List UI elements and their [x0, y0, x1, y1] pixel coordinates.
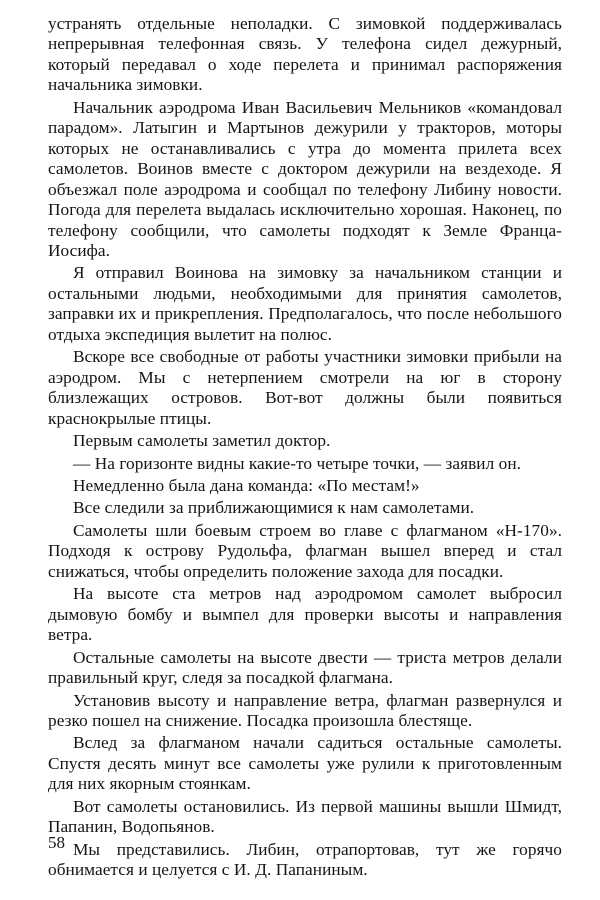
paragraph-7: Немедленно была дана команда: «По местам!»: [73, 475, 420, 495]
book-page-text: [48, 14, 562, 883]
paragraph-11: Остальные самолеты на высоте двести — триста метров делали правильный круг, следя за посадкой флагмана.: [48, 647, 562, 688]
paragraph-13: Вслед за флагманом начали садиться остальные самолеты. Спустя десять минут все самолеты уже рулили к приготовленным для них якорным стоянкам.: [48, 733, 562, 794]
paragraph-2: Начальник аэродрома Иван Васильевич Мельников «командовал парадом». Латыгин и Мартынов дежурили у тракторов, моторы которых не останавливались с утра до момента прилета всех самолетов. Воинов вместе с доктором дежурили на вездеходе. Я объезжал поле аэродрома и сообщал по телефону Либину новости. Погода для перелета выдалась исключительно хорошая. Наконец, по телефону сообщили, что самолеты подходят к Земле Франца-Иосифа.: [48, 97, 562, 260]
paragraph-1: устранять отдельные неполадки. С зимовкой поддерживалась непрерывная телефонная связь. У телефона сидел дежурный, который передавал о ходе перелета и принимал распоряжения начальника зимовки.: [48, 14, 562, 95]
paragraph-6: — На горизонте видны какие-то четыре точки, — заявил он.: [73, 453, 522, 473]
paragraph-8: Все следили за приближающимися к нам самолетами.: [73, 498, 475, 518]
paragraph-9: Самолеты шли боевым строем во главе с флагманом «Н-170». Подходя к острову Рудольфа, флагман вышел вперед и стал снижаться, чтобы определить положение захода для посадки.: [48, 520, 562, 581]
paragraph-12: Установив высоту и направление ветра, флагман развернулся и резко пошел на снижение. Посадка произошла блестяще.: [48, 690, 562, 730]
paragraph-14: Вот самолеты остановились. Из первой машины вышли Шмидт, Папанин, Водопьянов.: [48, 796, 562, 837]
paragraph-3: Я отправил Воинова на зимовку за начальником станции и остальными людьми, необходимыми для принятия самолетов, заправки их и прикрепления. Предполагалось, что после небольшого отдыха экспедиция вылетит на полюс.: [48, 263, 562, 344]
page-number: 58: [48, 833, 65, 852]
paragraph-5: Первым самолеты заметил доктор.: [73, 431, 331, 451]
paragraph-10: На высоте ста метров над аэродромом самолет выбросил дымовую бомбу и вымпел для проверки высоты и направления ветра.: [48, 584, 562, 645]
paragraph-4: Вскоре все свободные от работы участники зимовки прибыли на аэродром. Мы с нетерпением смотрели на юг в сторону близлежащих островов. Вот-вот должны были появиться краснокрылые птицы.: [48, 347, 562, 428]
paragraph-15: Мы представились. Либин, отрапортовав, тут же горячо обнимается и целуется с И. Д. Папаниным.: [48, 839, 562, 880]
